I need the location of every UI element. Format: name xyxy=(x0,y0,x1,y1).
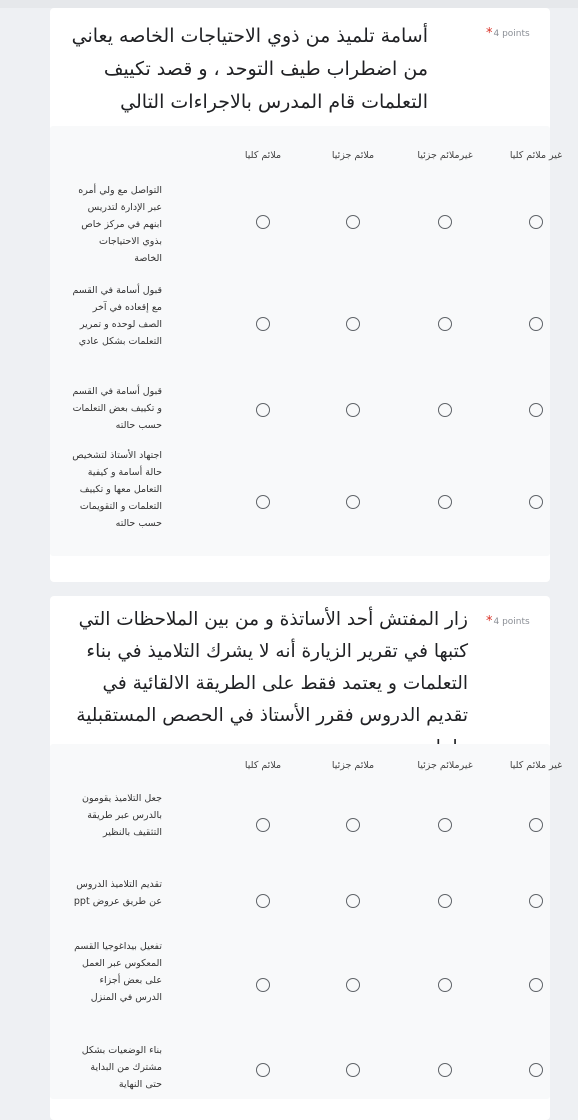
radio-option[interactable] xyxy=(346,1063,360,1077)
radio-option[interactable] xyxy=(256,818,270,832)
column-header: غير ملائم كليا xyxy=(509,150,563,161)
radio-option[interactable] xyxy=(438,978,452,992)
top-edge xyxy=(0,0,578,8)
radio-option[interactable] xyxy=(529,317,543,331)
row-label: التواصل مع ولي أمره عبر الإدارة لتدريس ابنهم في مركز خاص بذوي الاحتياجات الخاصة xyxy=(78,185,162,264)
radio-option[interactable] xyxy=(529,403,543,417)
radio-option[interactable] xyxy=(529,978,543,992)
column-header: غيرملائم جزئيا xyxy=(417,150,473,161)
radio-option[interactable] xyxy=(438,818,452,832)
radio-option[interactable] xyxy=(346,317,360,331)
choice-grid xyxy=(50,126,563,556)
radio-option[interactable] xyxy=(529,1063,543,1077)
row-label: قبول أسامة في القسم مع إقعاده في آخر الصف لوحده و تمرير التعلمات بشكل عادي xyxy=(72,285,162,347)
radio-option[interactable] xyxy=(346,403,360,417)
radio-option[interactable] xyxy=(529,215,543,229)
radio-option[interactable] xyxy=(346,495,360,509)
radio-option[interactable] xyxy=(256,894,270,908)
required-star: * xyxy=(486,614,493,629)
radio-option[interactable] xyxy=(438,1063,452,1077)
radio-option[interactable] xyxy=(438,495,452,509)
row-label: جعل التلاميذ يقومون بالدرس عبر طريقة التثقيف بالنظير xyxy=(81,793,162,838)
radio-option[interactable] xyxy=(256,495,270,509)
column-header: ملائم جزئيا xyxy=(331,760,375,771)
question-title: أسامة تلميذ من ذوي الاحتياجات الخاصه يعاني من اضطراب طيف التوحد ، و قصد تكييف التعلمات قام المدرس بالاجراءات التالي xyxy=(71,25,428,113)
question-card-1 xyxy=(50,8,563,582)
question-title: زار المفتش أحد الأساتذة و من بين الملاحظات التي كتبها في تقرير الزيارة أنه لا يشرك التلاميذ في بناء التعلمات و يعتمد فقط على الطريقة الالقائية في تقديم الدروس فقرر الأستاذ في الحصص المستقبلية xyxy=(76,609,468,726)
radio-option[interactable] xyxy=(256,403,270,417)
radio-option[interactable] xyxy=(256,978,270,992)
radio-option[interactable] xyxy=(256,317,270,331)
radio-option[interactable] xyxy=(346,818,360,832)
row-label: بناء الوضعيات بشكل مشترك من البداية حتى النهاية xyxy=(81,1045,162,1090)
radio-option[interactable] xyxy=(346,215,360,229)
radio-option[interactable] xyxy=(529,818,543,832)
column-header: ملائم كليا xyxy=(244,150,282,161)
row-label: تقديم التلاميذ الدروس عن طريق عروض ppt xyxy=(73,879,162,907)
required-star: * xyxy=(486,26,493,41)
radio-option[interactable] xyxy=(256,215,270,229)
column-header: ملائم كليا xyxy=(244,760,282,771)
radio-option[interactable] xyxy=(346,894,360,908)
radio-option[interactable] xyxy=(438,403,452,417)
points-label: *4 points xyxy=(486,614,530,629)
column-header: غيرملائم جزئيا xyxy=(417,760,473,771)
radio-option[interactable] xyxy=(438,894,452,908)
column-header: غير ملائم كليا xyxy=(509,760,563,771)
row-label: تفعيل بيداغوجيا القسم المعكوس عبر العمل على بعض أجزاء الدرس في المنزل xyxy=(74,941,162,1003)
points-label: *4 points xyxy=(486,26,530,41)
choice-grid xyxy=(50,744,563,1099)
radio-option[interactable] xyxy=(529,894,543,908)
radio-option[interactable] xyxy=(256,1063,270,1077)
radio-option[interactable] xyxy=(438,317,452,331)
column-header: ملائم جزئيا xyxy=(331,150,375,161)
radio-option[interactable] xyxy=(529,495,543,509)
radio-option[interactable] xyxy=(438,215,452,229)
question-card-2 xyxy=(50,596,563,1120)
radio-option[interactable] xyxy=(346,978,360,992)
row-label: اجتهاد الأستاذ لتشخيص حالة أسامة و كيفية التعامل معها و تكييف التعلمات و التقويمات حسب حالته xyxy=(72,450,162,529)
row-label: قبول أسامة في القسم و تكييف بعض التعلمات حسب حالته xyxy=(72,386,162,431)
